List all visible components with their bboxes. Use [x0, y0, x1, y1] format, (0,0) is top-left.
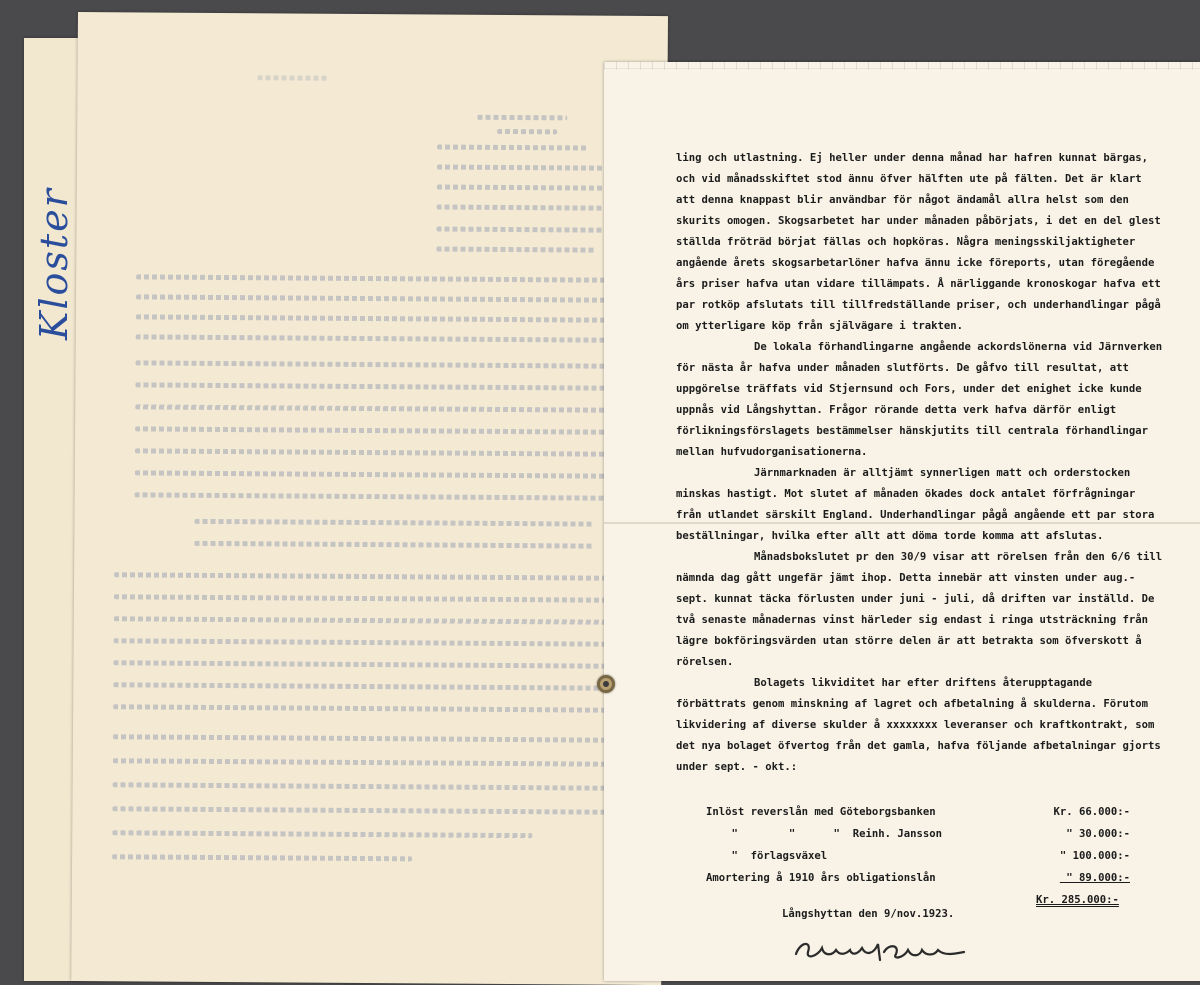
payment-amount: " 30.000:-	[1059, 828, 1130, 840]
middle-sheet	[71, 12, 668, 985]
payment-description: Inlöst reverslån med Göteborgsbanken	[706, 806, 936, 818]
handwritten-margin-note: Kloster	[32, 187, 76, 340]
binding-grommet-icon	[597, 675, 615, 693]
payment-amount: " 100.000:-	[1053, 850, 1130, 862]
payment-description: " förlagsväxel	[706, 850, 828, 862]
payment-description: " " " Reinh. Jansson	[706, 828, 942, 840]
payment-amount: " 89.000:-	[1059, 872, 1130, 884]
letter-body	[676, 148, 1166, 778]
payments-total: Kr. 285.000:-	[1036, 894, 1119, 906]
paragraph: Bolagets likviditet har efter driftens återupptagande förbättrats genom minskning af lagret och afbetalning å skulderna. Förutom likvidering af diverse skulder å xxxxxxxx leveranser och kraftkontrakt, som det nya bolaget öfvertog från det gamla, hafva följande afbetalningar gjorts under sept. - okt.:	[676, 677, 1161, 773]
payment-row	[706, 872, 1156, 894]
payment-description: Amortering å 1910 års obligationslån	[706, 872, 936, 884]
paragraph: Månadsbokslutet pr den 30/9 visar att rörelsen från den 6/6 till nämnda dag gått ungefär jämt ihop. Detta innebär att vinsten under aug.- sept. kunnat täcka förlusten under juni - juli, då driften var inställd. De två senaste månadernas vinst härleder sig endast i ringa utsträckning från lägre bokföringsvärden utan större delen är att betrakta som öfverskott å rörelsen.	[676, 551, 1163, 668]
payment-row	[706, 828, 1156, 850]
paragraph: De lokala förhandlingarne angående ackordslönerna vid Järnverken för nästa år hafva under månaden slutförts. De gåfvo till resultat, att uppgörelse träffats vid Stjernsund och Fors, under det enighet icke kunde uppnås vid Långshyttan. Frågor rörande detta verk hafva därför enligt förlikningsförslagets bestämmelser hänskjutits till centrala förhandlingar mellan hufvudorganisationerna.	[676, 341, 1163, 458]
payment-row	[706, 806, 1156, 828]
signature-icon	[788, 926, 988, 968]
place-date: Långshyttan den 9/nov.1923.	[782, 908, 955, 920]
paragraph: ling och utlastning. Ej heller under denna månad har hafren kunnat bärgas, och vid månadsskiftet stod ännu öfver hälften ute på fälten. Det är klart att denna knappast blir användbar för något ändamål allra helst som den skurits omogen. Skogsarbetet har under månaden påbörjats, i det en del glest ställda fröträd börjat fällas och hopköras. Några meningsskiljaktigheter angående årets skogsarbetarlöner hafva ännu icke föreports, utan föregående års priser hafva utan vidare tillämpats. Å närliggande kronoskogar hafva ett par rotköp afslutats till tillfredställande priser, och underhandlingar pågå om ytterligare köp från självägare i trakten.	[676, 152, 1161, 332]
paragraph: Järnmarknaden är alltjämt synnerligen matt och orderstocken minskas hastigt. Mot slutet af månaden ökades dock antalet förfrågningar från utlandet särskilt England. Underhandlingar pågå angående ett par stora beställningar, hvilka efter allt att döma torde komma att afslutas.	[676, 467, 1155, 542]
payment-amount: Kr. 66.000:-	[1053, 806, 1130, 818]
payments-list	[706, 806, 1156, 894]
payment-row	[706, 850, 1156, 872]
